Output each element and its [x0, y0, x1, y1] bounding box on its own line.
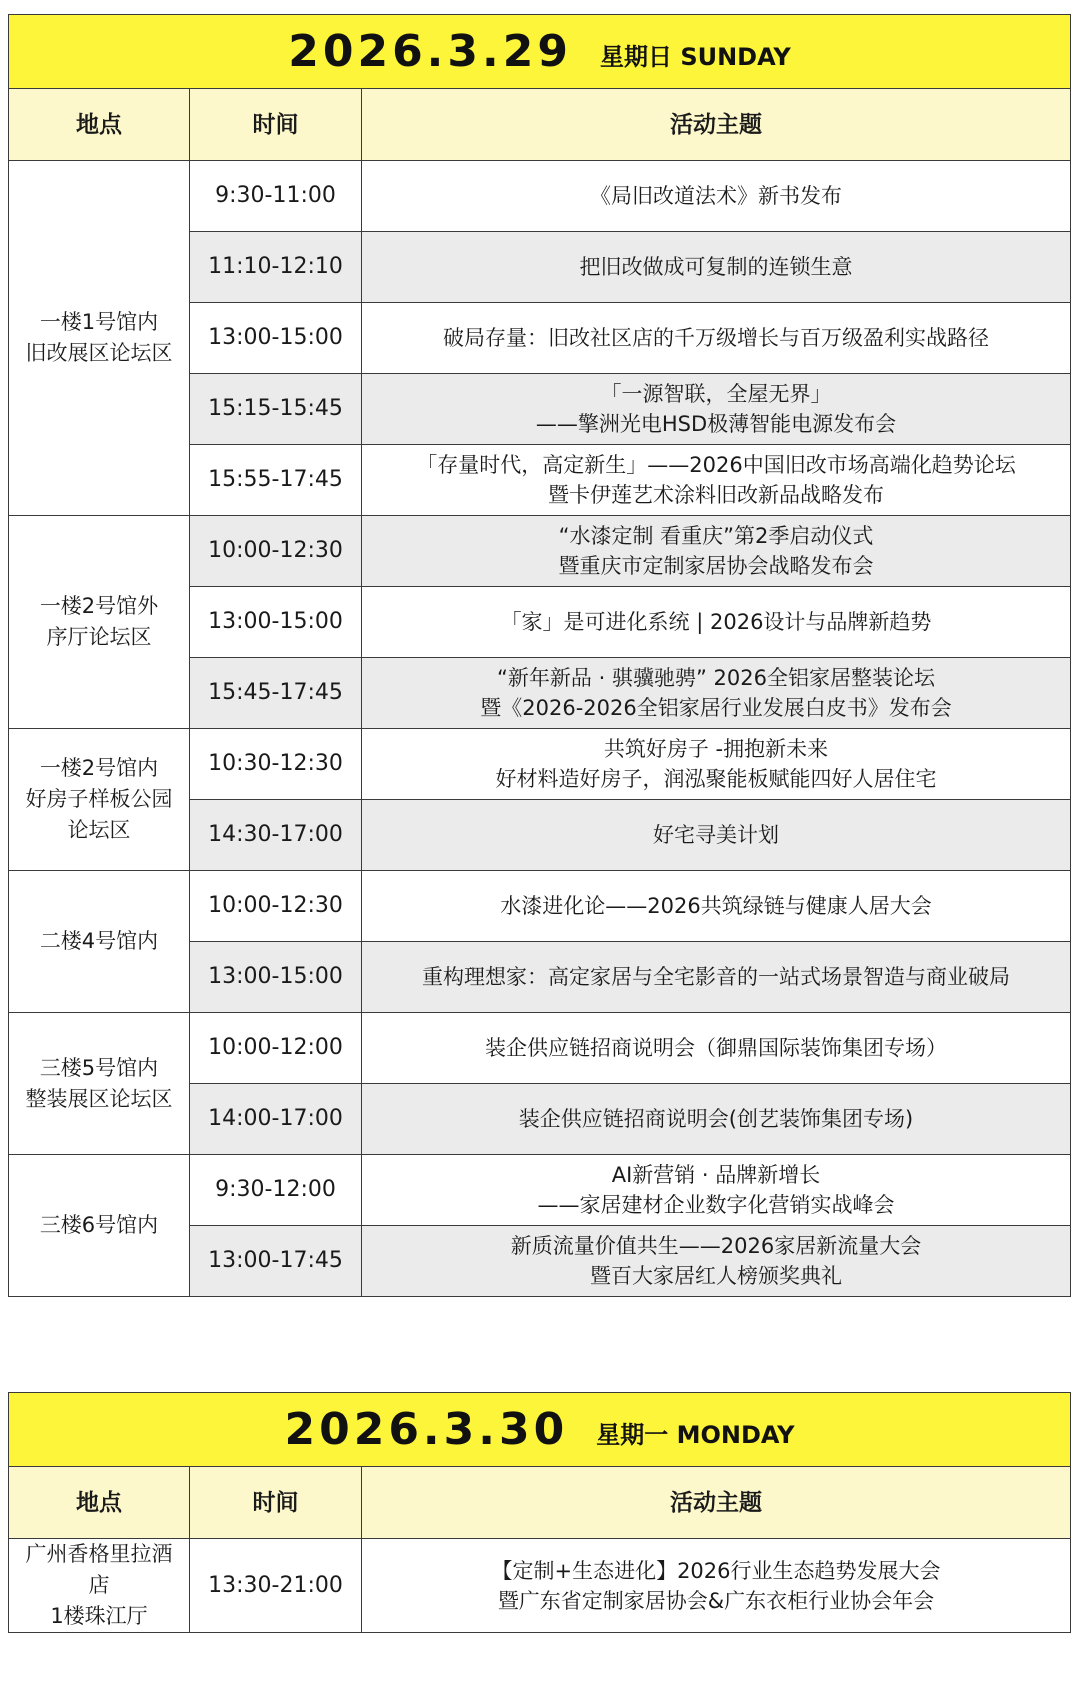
session-time: 10:00-12:00: [190, 1013, 362, 1084]
session-topic: [362, 374, 1071, 445]
session-topic: [362, 942, 1071, 1013]
topic-line: 暨卡伊莲艺术涂料旧改新品战略发布: [548, 483, 884, 507]
day-weekday: 星期日 SUNDAY: [599, 43, 791, 71]
location-line: 二楼4号馆内: [39, 929, 159, 953]
location-line: 一楼1号馆内: [39, 310, 159, 334]
topic-line: 「一源智联，全屋无界」: [600, 382, 832, 406]
header-row: [9, 1467, 1071, 1539]
session-time: 13:00-15:00: [190, 587, 362, 658]
schedule-body: [9, 1467, 1071, 1633]
session-row: [9, 1013, 1071, 1084]
topic-line: 好材料造好房子，润泓聚能板赋能四好人居住宅: [495, 767, 937, 791]
session-topic: [362, 587, 1071, 658]
location-line: 论坛区: [67, 818, 131, 842]
session-topic: [362, 232, 1071, 303]
topic-line: 破局存量：旧改社区店的千万级增长与百万级盈利实战路径: [443, 326, 989, 350]
location-line: 序厅论坛区: [46, 625, 152, 649]
session-time: 13:00-17:45: [190, 1226, 362, 1297]
schedule-body: [9, 89, 1071, 1297]
session-time: 9:30-12:00: [190, 1155, 362, 1226]
location-line: 三楼6号馆内: [39, 1213, 159, 1237]
session-time: 9:30-11:00: [190, 161, 362, 232]
session-time: 15:15-15:45: [190, 374, 362, 445]
session-time: 15:55-17:45: [190, 445, 362, 516]
topic-line: 好宅寻美计划: [653, 823, 779, 847]
day-date: 2026.3.30: [284, 1404, 569, 1455]
header-time: 时间: [190, 89, 362, 161]
location-cell: [9, 1539, 190, 1633]
session-row: [9, 871, 1071, 942]
topic-line: 把旧改做成可复制的连锁生意: [579, 255, 853, 279]
session-time: 11:10-12:10: [190, 232, 362, 303]
session-time: 13:00-15:00: [190, 942, 362, 1013]
location-line: 广州香格里拉酒店: [25, 1542, 173, 1597]
day-weekday: 星期一 MONDAY: [596, 1421, 795, 1449]
location-cell: [9, 1155, 190, 1297]
location-cell: [9, 729, 190, 871]
session-time: 13:30-21:00: [190, 1539, 362, 1633]
session-topic: [362, 1084, 1071, 1155]
session-topic: [362, 800, 1071, 871]
location-cell: [9, 161, 190, 516]
topic-line: 重构理想家：高定家居与全宅影音的一站式场景智造与商业破局: [422, 965, 1010, 989]
location-line: 好房子样板公园: [25, 787, 173, 811]
topic-line: 暨广东省定制家居协会&广东衣柜行业协会年会: [497, 1588, 935, 1613]
topic-line: 暨百大家居红人榜颁奖典礼: [590, 1264, 842, 1288]
topic-line: 装企供应链招商说明会（御鼎国际装饰集团专场）: [485, 1036, 947, 1060]
session-row: [9, 729, 1071, 800]
session-time: 15:45-17:45: [190, 658, 362, 729]
schedule-day-1: [8, 14, 1071, 1297]
session-topic: [362, 1013, 1071, 1084]
session-topic: [362, 1539, 1071, 1633]
day-banner: [8, 14, 1071, 88]
session-topic: [362, 516, 1071, 587]
topic-line: 装企供应链招商说明会(创艺装饰集团专场): [518, 1107, 914, 1131]
session-time: 10:30-12:30: [190, 729, 362, 800]
session-topic: [362, 1226, 1071, 1297]
schedule-table: [8, 88, 1071, 1297]
topic-line: 共筑好房子 -拥抱新未来: [603, 737, 829, 761]
topic-line: 水漆进化论——2026共筑绿链与健康人居大会: [500, 894, 932, 918]
session-topic: [362, 871, 1071, 942]
location-cell: [9, 1013, 190, 1155]
location-line: 一楼2号馆内: [39, 756, 159, 780]
session-time: 10:00-12:30: [190, 871, 362, 942]
location-line: 三楼5号馆内: [39, 1055, 159, 1080]
topic-line: 「家」是可进化系统 | 2026设计与品牌新趋势: [500, 610, 932, 634]
topic-line: 暨重庆市定制家居协会战略发布会: [558, 554, 874, 578]
session-time: 14:30-17:00: [190, 800, 362, 871]
location-line: 一楼2号馆外: [39, 594, 159, 618]
header-time: 时间: [190, 1467, 362, 1539]
header-topic: 活动主题: [362, 89, 1071, 161]
topic-line: AI新营销 · 品牌新增长: [611, 1163, 821, 1187]
session-row: [9, 1155, 1071, 1226]
session-topic: [362, 161, 1071, 232]
topic-line: 暨《2026-2026全铝家居行业发展白皮书》发布会: [480, 696, 952, 720]
day-date: 2026.3.29: [288, 26, 572, 77]
header-location: 地点: [9, 89, 190, 161]
header-topic: 活动主题: [362, 1467, 1071, 1539]
session-topic: [362, 729, 1071, 800]
session-topic: [362, 303, 1071, 374]
topic-line: ——擎洲光电HSD极薄智能电源发布会: [535, 412, 897, 436]
session-topic: [362, 445, 1071, 516]
topic-line: 「存量时代，高定新生」——2026中国旧改市场高端化趋势论坛: [416, 453, 1016, 477]
session-row: [9, 161, 1071, 232]
session-time: 10:00-12:30: [190, 516, 362, 587]
topic-line: ——家居建材企业数字化营销实战峰会: [537, 1193, 895, 1217]
topic-line: 【定制+生态进化】2026行业生态趋势发展大会: [491, 1558, 941, 1583]
session-row: [9, 516, 1071, 587]
location-cell: [9, 516, 190, 729]
topic-line: “新年新品 · 骐骥驰骋” 2026全铝家居整装论坛: [497, 666, 935, 690]
session-topic: [362, 1155, 1071, 1226]
location-line: 旧改展区论坛区: [25, 341, 173, 365]
schedule-day-2: [8, 1392, 1071, 1633]
schedule-table: [8, 1466, 1071, 1633]
day-banner: [8, 1392, 1071, 1466]
header-row: [9, 89, 1071, 161]
topic-line: 新质流量价值共生——2026家居新流量大会: [510, 1234, 922, 1258]
location-line: 整装展区论坛区: [25, 1086, 173, 1111]
header-location: 地点: [9, 1467, 190, 1539]
location-line: 1楼珠江厅: [50, 1604, 148, 1628]
topic-line: 《局旧改道法术》新书发布: [590, 184, 842, 208]
session-topic: [362, 658, 1071, 729]
session-time: 14:00-17:00: [190, 1084, 362, 1155]
location-cell: [9, 871, 190, 1013]
session-time: 13:00-15:00: [190, 303, 362, 374]
topic-line: “水漆定制 看重庆”第2季启动仪式: [558, 524, 874, 548]
session-row: [9, 1539, 1071, 1633]
